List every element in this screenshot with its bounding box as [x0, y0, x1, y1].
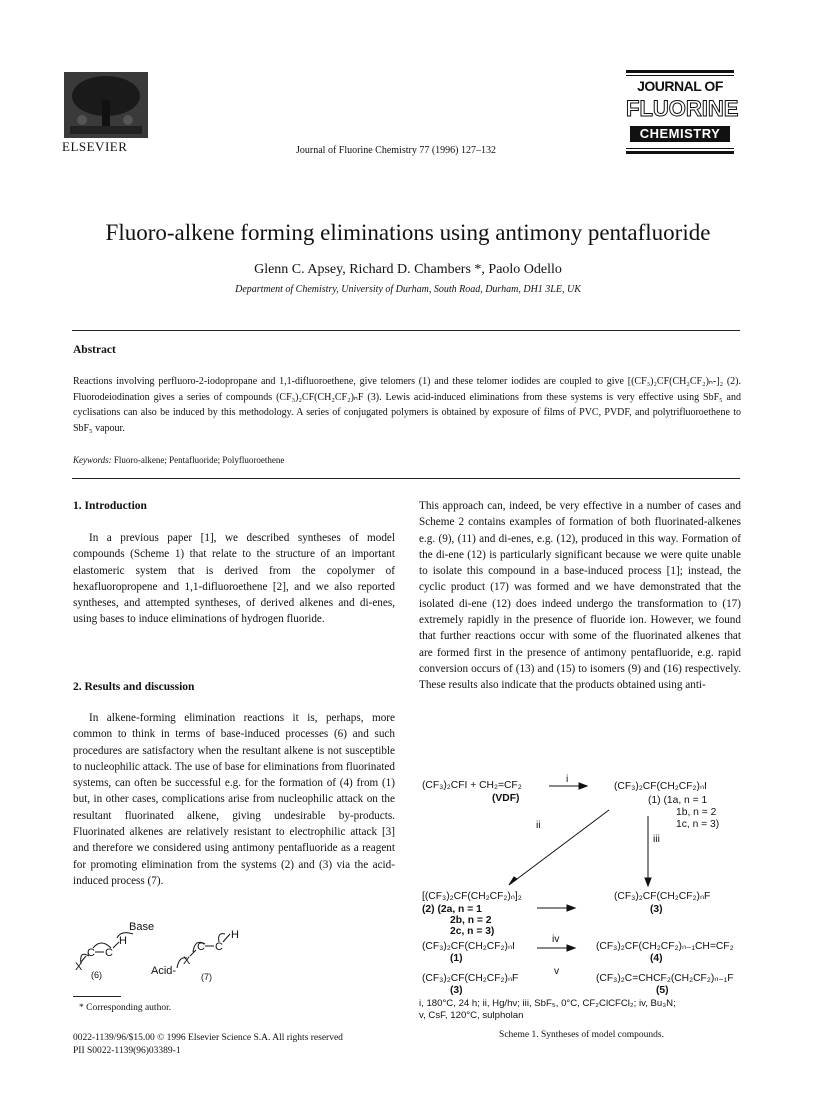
scheme-r5-right-label: (5): [656, 985, 669, 996]
section-results-heading: [73, 679, 395, 695]
mech-x1: X: [75, 961, 83, 973]
section-results: [73, 710, 395, 889]
scheme-r4-right: (CF₃)₂CF(CH₂CF₂)ₙ₋₁CH=CF₂: [596, 941, 734, 952]
scheme-p2-c: 2c, n = 3): [450, 926, 495, 937]
footnote-rule: [73, 996, 121, 997]
scheme-vdf: (VDF): [492, 793, 520, 804]
scheme-p1-a: (1) (1a, n = 1: [648, 795, 708, 806]
journal-logo-line2: FLUORINE: [626, 96, 739, 121]
scheme-conditions-line2: v, CsF, 120°C, sulpholan: [419, 1010, 524, 1021]
scheme-p2-a: (2) (2a, n = 1: [422, 904, 482, 915]
mech-h1: H: [119, 935, 127, 947]
corresponding-author-footnote: * Corresponding author.: [79, 1003, 172, 1013]
scheme-r4-left-label: (1): [450, 953, 463, 964]
mech-x2: X: [183, 955, 191, 967]
scheme-p2-formula: [(CF₃)₂CF(CH₂CF₂)ₙ]₂: [422, 891, 522, 902]
scheme-r4-right-label: (4): [650, 953, 663, 964]
section-results-continued: [419, 498, 741, 694]
results-heading: 2. Results and discussion: [73, 681, 195, 693]
mech-c2a: C: [197, 941, 205, 953]
scheme-arrow-iii: iii: [653, 834, 660, 845]
intro-paragraph: In a previous paper [1], we described syntheses of model compounds (Scheme 1) that relate to the structure of an important elastomeric system that is derived from the copolymer of hexafluoropropene and 1,1-difluoroethene [2], and we also reported syntheses, and attempted syntheses, of derived alkenes and di-enes, using bases to induce eliminations of hydrogen fluoride.: [73, 532, 395, 626]
divider-bottom: [72, 478, 740, 479]
scheme-arrow-iv: iv: [552, 934, 560, 945]
abstract-heading: Abstract: [73, 344, 116, 356]
keywords-label: Keywords:: [73, 455, 112, 465]
mech-base-label: Base: [129, 921, 155, 933]
mech-h2: H: [231, 929, 239, 941]
scheme-r1-left: (CF₃)₂CFI + CH₂=CF₂: [422, 780, 522, 791]
section-introduction: [73, 530, 395, 628]
scheme-r5-left: (CF₃)₂CF(CH₂CF₂)ₙF: [422, 973, 519, 984]
mech-acid-label: Acid-: [151, 965, 177, 977]
right-paragraph: This approach can, indeed, be very effective in a number of cases and Scheme 2 contains examples of formation of both fluorinated-alkenes e.g. (9), (11) and di-enes, e.g. (12), produced in this way. Formation of the di-ene (12) is particularly significant because we were quite unable to isolate this compound in a base-induced process [1]; instead, the cyclic product (17) was formed and we have demonstrated that the isolated di-ene (12) does indeed undergo the transformation to (17) extremely rapidly in the presence of fluoride ion. However, we found that further reactions occur with some of the fluorinated alkenes that are formed first in the presence of antimony pentafluoride, e.g. rapid conversion occurs of (13) and (15) to isomers (9) and (16) respectively. These results also indicate that the products obtained using anti-: [419, 500, 741, 692]
journal-reference: Journal of Fluorine Chemistry 77 (1996) 127–132: [296, 145, 496, 156]
author-affiliation: Department of Chemistry, University of Durham, South Road, Durham, DH1 3LE, UK: [235, 284, 581, 295]
scheme-r5-right: (CF₃)₂C=CHCF₂(CH₂CF₂)ₙ₋₁F: [596, 973, 734, 984]
scheme-caption: Scheme 1. Syntheses of model compounds.: [499, 1030, 664, 1040]
journal-logo-line3: CHEMISTRY: [630, 126, 730, 142]
scheme-p1-c: 1c, n = 3): [676, 819, 720, 830]
mech-c1b: C: [105, 947, 113, 959]
results-paragraph: In alkene-forming elimination reactions it is, perhaps, more common to think in terms of base-induced processes (6) and such procedures are satisfactory when the resultant alkene is not susceptible to nucleophilic attack. The use of base for eliminations from fluorinated systems, can often be successful e.g. for the formation of (4) from (1) but, in other cases, complications arise from nucleophilic attack on the resultant fluorinated alkene, giving undesirable by-products. Fluorinated alkenes are relatively resistant to electrophilic attack [3] and therefore we considered using antimony pentafluoride as a reagent for promoting elimination from the systems (2) and (3) via the acid-induced process (7).: [73, 712, 395, 887]
article-authors: Glenn C. Apsey, Richard D. Chambers *, Paolo Odello: [254, 262, 562, 277]
publisher-name: ELSEVIER: [62, 139, 128, 154]
pii-line: PII S0022-1139(96)03389-1: [73, 1046, 181, 1056]
mech-label7: (7): [201, 972, 212, 982]
scheme-conditions-line1: i, 180°C, 24 h; ii, Hg/hν; iii, SbF₅, 0°C, CF₂ClCFCl₂; iv, Bu₃N;: [419, 998, 676, 1009]
journal-logo: [626, 70, 739, 160]
scheme-p3-label: (3): [650, 904, 663, 915]
journal-logo-line1: JOURNAL OF: [637, 78, 723, 94]
intro-heading: 1. Introduction: [73, 500, 147, 512]
divider-top: [72, 330, 740, 331]
scheme-r4-left: (CF₃)₂CF(CH₂CF₂)ₙI: [422, 941, 515, 952]
scheme-r5-left-label: (3): [450, 985, 463, 996]
elimination-mechanism-diagram: [73, 920, 273, 986]
scheme-p2-b: 2b, n = 2: [450, 915, 492, 926]
abstract-text: Reactions involving perfluoro-2-iodopropane and 1,1-difluoroethene, give telomers (1) and these telomer iodides are coupled to give [(CF₃)₂CF(CH₂CF₂)ₙ-]₂ (2). Fluorodeiodination gives a series of compounds (CF₃)₂CF(CH₂CF₂)ₙF (3). Lewis acid-induced eliminations from these systems is very effective using SbF₅ and cyclisations can also be induced by this methodology. A series of conjugated polymers is obtained by exposure of films of PVC, PVDF, and polytrifluoroethene to SbF₅ vapour.: [73, 376, 741, 434]
scheme-p3-formula: (CF₃)₂CF(CH₂CF₂)ₙF: [614, 891, 711, 902]
scheme-p1-b: 1b, n = 2: [676, 807, 717, 818]
elsevier-tree-logo: [62, 70, 150, 140]
scheme-arrow-ii: ii: [536, 820, 541, 831]
scheme-arrow-v: v: [554, 966, 560, 977]
copyright-line: 0022-1139/96/$15.00 © 1996 Elsevier Science S.A. All rights reserved: [73, 1033, 343, 1043]
section-introduction-heading: [73, 498, 395, 514]
mech-label6: (6): [91, 970, 102, 980]
article-title: Fluoro-alkene forming eliminations using antimony pentafluoride: [105, 220, 711, 245]
mech-c2b: C: [215, 941, 223, 953]
keywords: [73, 455, 284, 465]
scheme-arrow-i: i: [566, 774, 569, 785]
keywords-list: Fluoro-alkene; Pentafluoride; Polyfluoroethene: [113, 455, 285, 465]
mech-c1a: C: [87, 947, 95, 959]
scheme-r1-product: (CF₃)₂CF(CH₂CF₂)ₙI: [614, 781, 707, 792]
